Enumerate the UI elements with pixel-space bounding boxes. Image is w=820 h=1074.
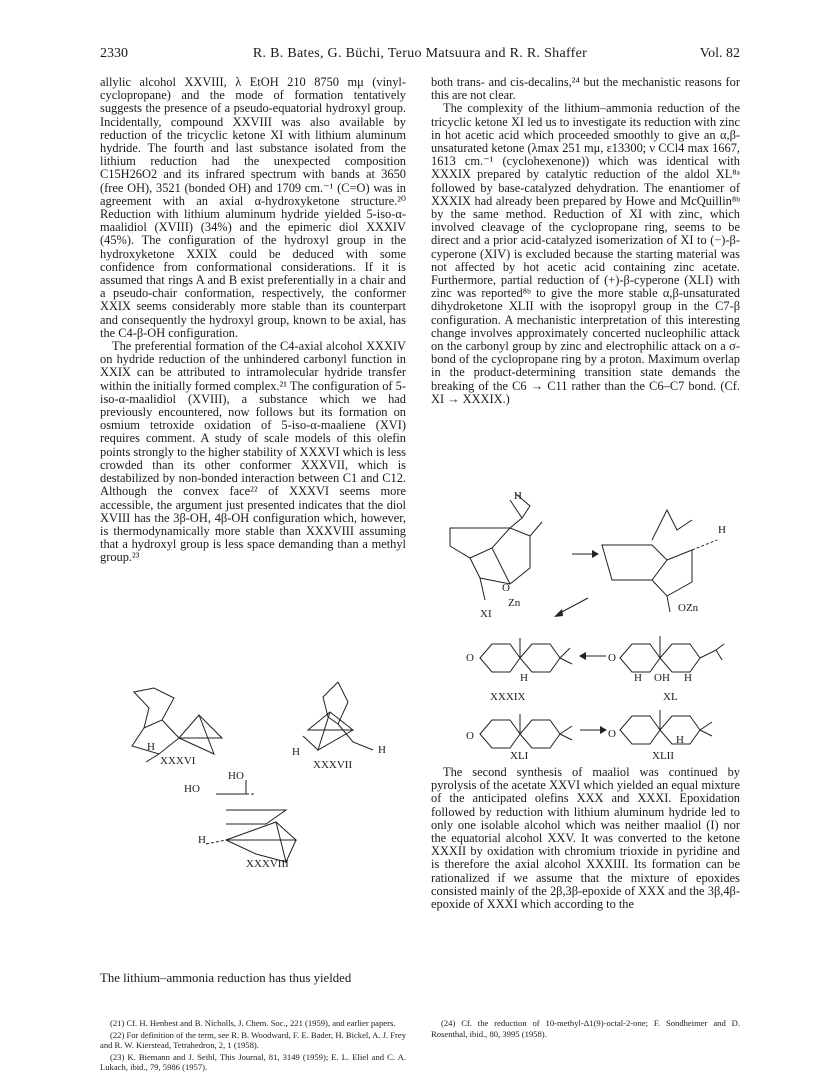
footnotes-left (100, 1018, 406, 1074)
label-h: H (147, 741, 155, 753)
label-h: H (520, 672, 528, 684)
label-o: O (466, 652, 474, 664)
volume-label: Vol. 82 (699, 46, 740, 61)
label-h: H (676, 734, 684, 746)
label-o: O (466, 730, 474, 742)
label-o: O (608, 728, 616, 740)
label-h: H (198, 834, 206, 846)
label-h: H (292, 746, 300, 758)
label-xi: XI (480, 608, 492, 620)
page-number: 2330 (100, 46, 128, 61)
structure-intermediate (592, 500, 737, 620)
label-xxxviii: XXXVIII (246, 858, 289, 870)
label-ho: HO (184, 783, 200, 795)
text-line: The lithium–ammonia reduction has thus yielded (100, 971, 352, 985)
footnote: (24) Cf. the reduction of 10-methyl-Δ1(9)-octal-2-one; F. Sondheimer and D. Rosenthal, ibid., 80, 3995 (1958). (431, 1018, 740, 1039)
reaction-arrow (578, 650, 608, 662)
paragraph: The second synthesis of maaliol was continued by pyrolysis of the acetate XXVI which yielded an equal mixture of the anticipated olefins XXX and XXXI. Epoxidation followed by reduction with lithium aluminum hydride led to only one isolable alcohol which was neither maaliol (I) nor the equatorial alcohol XXV. It was converted to the ketone XXXII by oxidation with chromium trioxide in pyridine and is therefore the axial alcohol XXXIII. Its formation can be rationalized if we assume that the mixture of epoxides consisted mainly of the 2β,3β-epoxide of XXX and the 3β,4β-epoxide of XXXI which according to the (431, 765, 740, 912)
footnote: (22) For definition of the term, see R. B. Woodward, F. E. Bader, H. Bickel, A. J. Frey and R. W. Kierstead, Tetrahedron, 2, 1 (1958). (100, 1029, 406, 1051)
right-column-bottom (431, 766, 740, 911)
label-ozn: OZn (678, 602, 699, 614)
label-h: H (514, 490, 522, 502)
footnote: (21) Cf. H. Henbest and B. Nicholls, J. Chem. Soc., 221 (1959), and earlier papers. (110, 1018, 396, 1028)
footnote: (23) K. Biemann and J. Seibl, This Journal, 81, 3149 (1959); E. L. Eliel and C. A. Lukach, ibid., 79, 5986 (1957). (100, 1051, 406, 1073)
footnotes-right (431, 1018, 740, 1040)
reaction-arrow (550, 596, 590, 620)
reaction-arrow (578, 724, 608, 736)
label-zn: Zn (508, 597, 521, 609)
right-column (431, 76, 740, 406)
paragraph: The preferential formation of the C4-axial alcohol XXXIV on hydride reduction of the unhindered carbonyl function in XXIX can be attributed to intramolecular hydride transfer within the initially formed complex.²¹ The configuration of 5-iso-α-maalidiol (XVIII), a substance which we had previously encountered, now follows but its formation on osmium tetroxide oxidation of 5-iso-α-maaliene (XVI) requires comment. A study of scale models of this olefin points strongly to the higher stability of XXXVI which is less crowded than its other conformer XXXVII, which is destabilized by non-bonded interaction between C1 and C12. Although the convex face²² of XXXVI seems more accessible, the argument just presented indicates that the diol XVIII has the 3β-OH, 4β-OH configuration which, however, is thermodynamically more stable than XXXVIII assuming that a hydroxyl group is less space demanding than a methyl group.²³ (100, 339, 406, 565)
label-xl: XL (663, 691, 678, 703)
label-o: O (608, 652, 616, 664)
label-xli: XLI (510, 750, 529, 762)
paragraph: both trans- and cis-decalins,²⁴ but the mechanistic reasons for this are not clear. (431, 75, 740, 103)
label-h: H (378, 744, 386, 756)
left-column (100, 76, 406, 565)
label-xxxix: XXXIX (490, 691, 526, 703)
label-h: H (718, 524, 726, 536)
label-xlii: XLII (652, 750, 674, 762)
author-line: R. B. Bates, G. Büchi, Teruo Matsuura and R. R. Shaffer (252, 46, 588, 61)
paragraph: The complexity of the lithium–ammonia reduction of the tricyclic ketone XI led us to investigate its reduction with zinc in hot acetic acid which proceeded smoothly to give an α,β-unsaturated ketone (λmax 251 mμ, ε13300; ν CCl4 max 1667, 1613 cm.⁻¹ (cyclohexenone)) which was identical with XXXIX prepared by catalytic reduction of the aldol XL⁸ᵃ followed by base-catalyzed dehydration. The enantiomer of XXXIX had already been prepared by Howe and McQuillin⁸ᵇ by the same method. Reduction of XI with zinc, which involved cleavage of the cyclopropane ring, seems to be direct and a prior acid-catalyzed isomerization of XI to (−)-β-cyperone (XIV) is excluded because the starting material was not affected by hot acetic acid containing zinc acetate. Furthermore, partial reduction of (+)-β-cyperone (XLI) with zinc was reported⁸ᵇ to give the more stable α,β-unsaturated dihydroketone XLII with the isopropyl group in the C7-β configuration. A mechanistic interpretation of this interesting change involves approximately concerted nucleophilic attack on the carbonyl group by zinc and electrophilic attack on a σ-bond of the cyclopropane ring by a proton. Maximum overlap in the product-determining transition state demands the breaking of the C6 → C11 rather than the C6–C7 bond. (Cf. XI → XXXIX.) (431, 101, 740, 406)
structure-xxxviii (186, 772, 356, 872)
label-xxxvi: XXXVI (160, 755, 196, 767)
label-xxxvii: XXXVII (313, 759, 353, 771)
structure-xxxvii (268, 672, 398, 772)
label-ho: HO (228, 770, 244, 782)
label-oh: OH (654, 672, 670, 684)
paragraph: allylic alcohol XXVIII, λ EtOH 210 8750 mμ (vinyl-cyclopropane) and the mode of formation tentatively suggests the presence of a pseudo-equatorial hydroxyl group. Incidentally, compound XXVIII was also available by reduction of the tricyclic ketone XI with lithium aluminum hydride. The fourth and last substance isolated from the lithium reduction had the unexpected composition C15H26O2 and its infrared spectrum with bands at 3650 (free OH), 3521 (bonded OH) and 1709 cm.⁻¹ (C=O) was in agreement with an axial α-hydroxyketone structure.²⁰ Reduction with lithium aluminum hydride yielded 5-iso-α-maalidiol (XVIII) (34%) and the epimeric diol XXXIV (45%). The configuration of the hydroxyl group in the hydroxyketone XXIX could be deduced with some confidence from conformational considerations. If it is assumed that rings A and B exist preferentially in a chair and a pseudo-chair conformation, respectively, the conformer XXIX seems considerably more stable than its counterpart and consequently the hydroxyl group, known to be axial, has the C4-β-OH configuration. (100, 75, 406, 340)
structure-xl (610, 626, 735, 690)
label-h: H (634, 672, 642, 684)
running-header (100, 46, 740, 66)
label-h: H (684, 672, 692, 684)
label-o: O (502, 582, 510, 594)
